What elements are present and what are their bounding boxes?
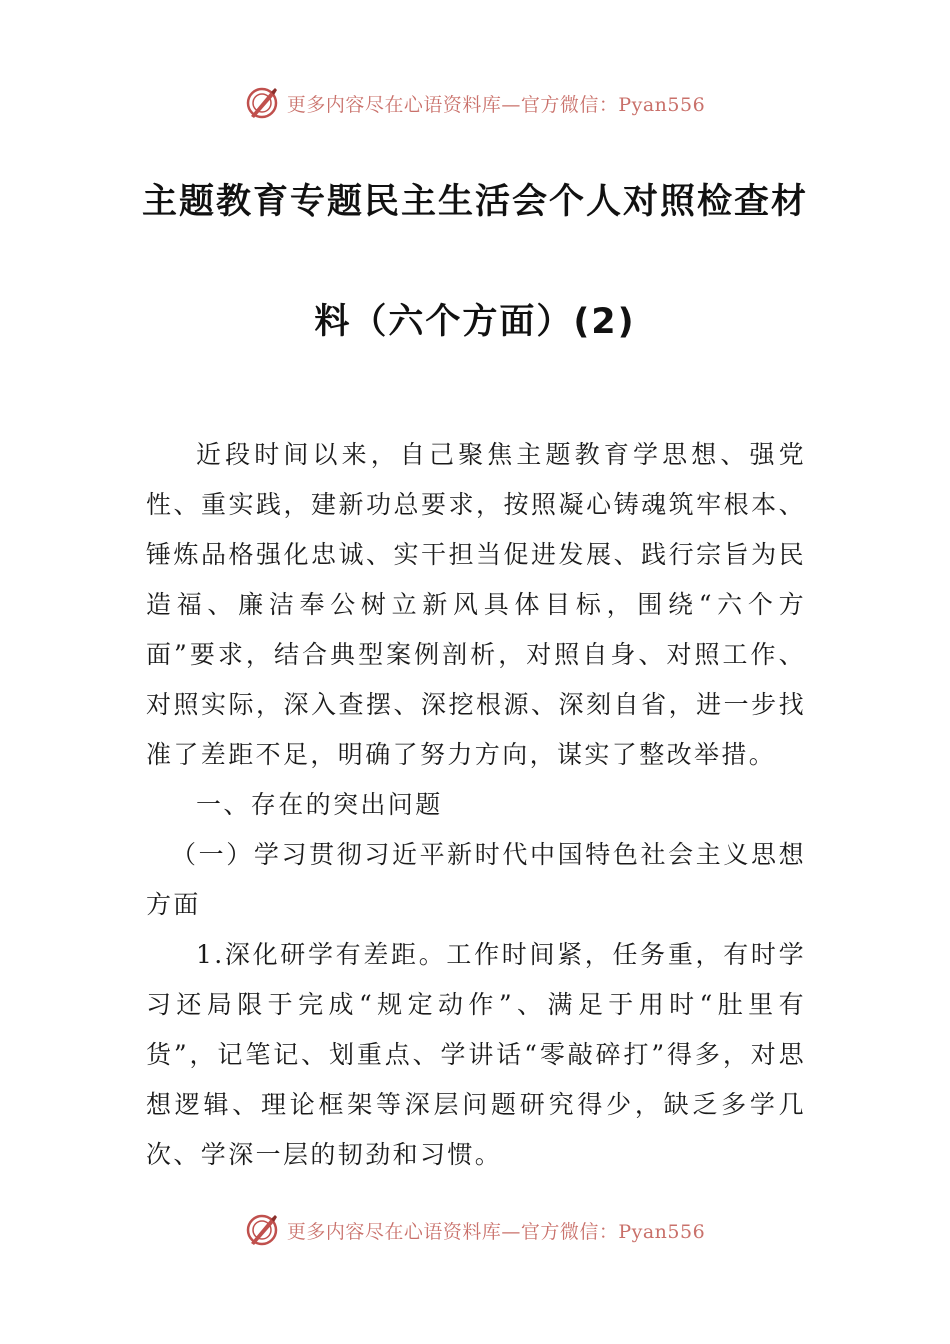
subsection-heading: （一）学习贯彻习近平新时代中国特色社会主义思想方面 [146,840,806,919]
item-paragraph: 1.深化研学有差距。工作时间紧，任务重，有时学习还局限于完成“规定动作”、满足于用时“肚里有货”，记笔记、划重点、学讲话“零敲碎打”得多，对思想逻辑、理论框架等深层问题研究得少，缺乏多学几次、学深一层的韧劲和习惯。 [146,940,806,1169]
pen-circle-logo-icon [245,1213,279,1247]
footer-watermark-text: 更多内容尽在心语资料库—官方微信：Pyan556 [286,1220,706,1243]
document-title-line-2: 料（六个方面）(2) [314,302,636,342]
section-heading: 一、存在的突出问题 [196,790,443,819]
pen-circle-logo-icon [245,86,279,120]
footer-watermark-banner [0,1210,950,1250]
document-body [146,430,806,1180]
document-title-line-1: 主题教育专题民主生活会个人对照检查材 [141,182,808,222]
header-watermark-banner [0,83,950,123]
header-watermark-text: 更多内容尽在心语资料库—官方微信：Pyan556 [286,93,706,116]
intro-paragraph: 近段时间以来，自己聚焦主题教育学思想、强党性、重实践，建新功总要求，按照凝心铸魂筑牢根本、锤炼品格强化忠诚、实干担当促进发展、践行宗旨为民造福、廉洁奉公树立新风具体目标，围绕“六个方面”要求，结合典型案例剖析，对照自身、对照工作、对照实际，深入查摆、深挖根源、深刻自省，进一步找准了差距不足，明确了努力方向，谋实了整改举措。 [146,440,806,769]
